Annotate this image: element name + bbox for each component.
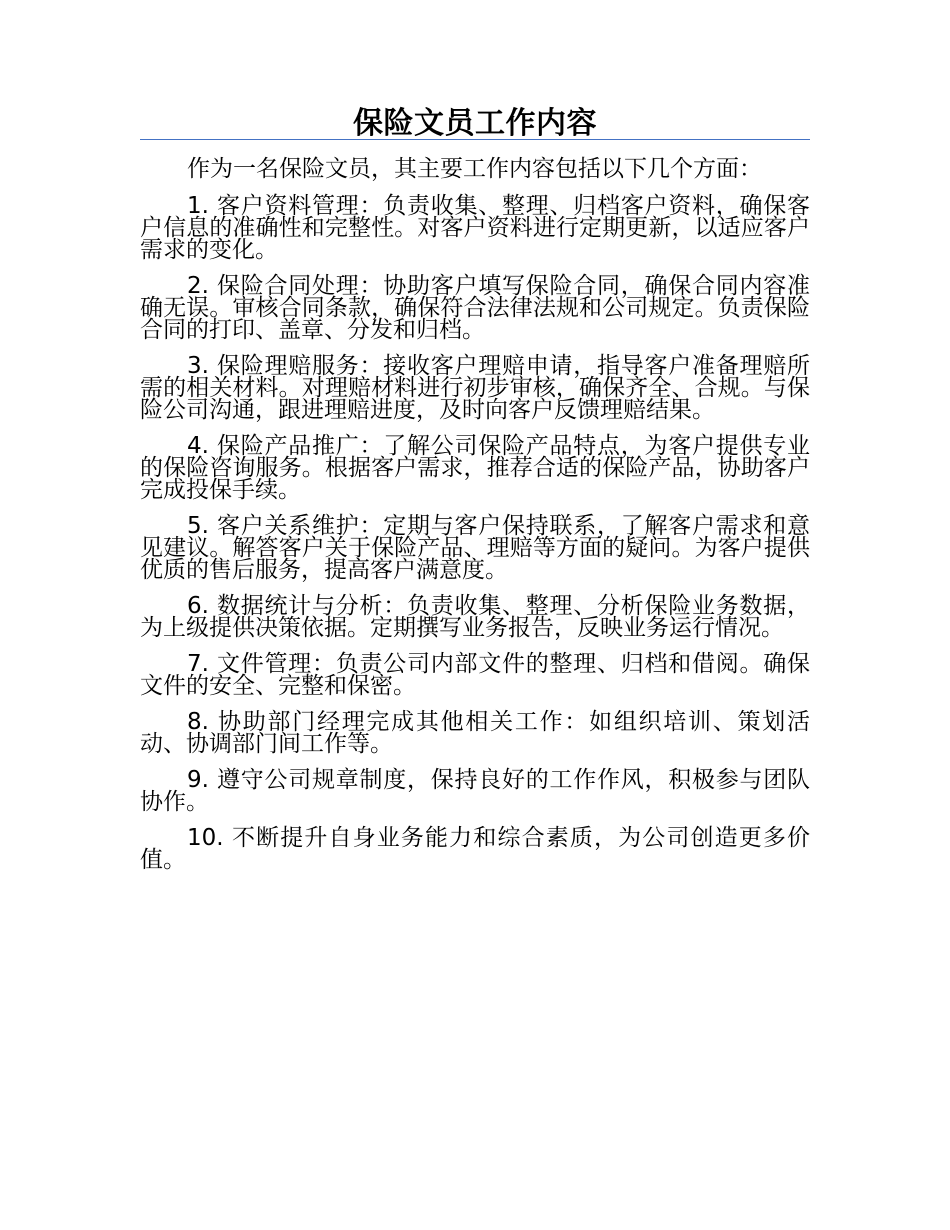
list-item: 8. 协助部门经理完成其他相关工作：如组织培训、策划活动、协调部门间工作等。 [140, 709, 810, 757]
list-item: 6. 数据统计与分析：负责收集、整理、分析保险业务数据，为上级提供决策依据。定期撰写业务报告，反映业务运行情况。 [140, 593, 810, 641]
intro-paragraph: 作为一名保险文员，其主要工作内容包括以下几个方面： [187, 156, 762, 182]
list-item: 9. 遵守公司规章制度，保持良好的工作作风，积极参与团队协作。 [140, 767, 810, 815]
list-item: 1. 客户资料管理：负责收集、整理、归档客户资料，确保客户信息的准确性和完整性。对客户资料进行定期更新，以适应客户需求的变化。 [140, 193, 810, 263]
list-item: 4. 保险产品推广：了解公司保险产品特点，为客户提供专业的保险咨询服务。根据客户需求，推荐合适的保险产品，协助客户完成投保手续。 [140, 433, 810, 503]
list-item: 5. 客户关系维护：定期与客户保持联系，了解客户需求和意见建议。解答客户关于保险产品、理赔等方面的疑问。为客户提供优质的售后服务，提高客户满意度。 [140, 513, 810, 583]
document-body [140, 158, 810, 885]
list-item: 7. 文件管理：负责公司内部文件的整理、归档和借阅。确保文件的安全、完整和保密。 [140, 651, 810, 699]
document-title: 保险文员工作内容 [353, 106, 597, 141]
list-item: 3. 保险理赔服务：接收客户理赔申请，指导客户准备理赔所需的相关材料。对理赔材料进行初步审核，确保齐全、合规。与保险公司沟通，跟进理赔进度，及时向客户反馈理赔结果。 [140, 353, 810, 423]
list-item: 2. 保险合同处理：协助客户填写保险合同，确保合同内容准确无误。审核合同条款，确保符合法律法规和公司规定。负责保险合同的打印、盖章、分发和归档。 [140, 273, 810, 343]
list-item: 10. 不断提升自身业务能力和综合素质，为公司创造更多价值。 [140, 825, 810, 873]
title-underline [140, 139, 810, 140]
